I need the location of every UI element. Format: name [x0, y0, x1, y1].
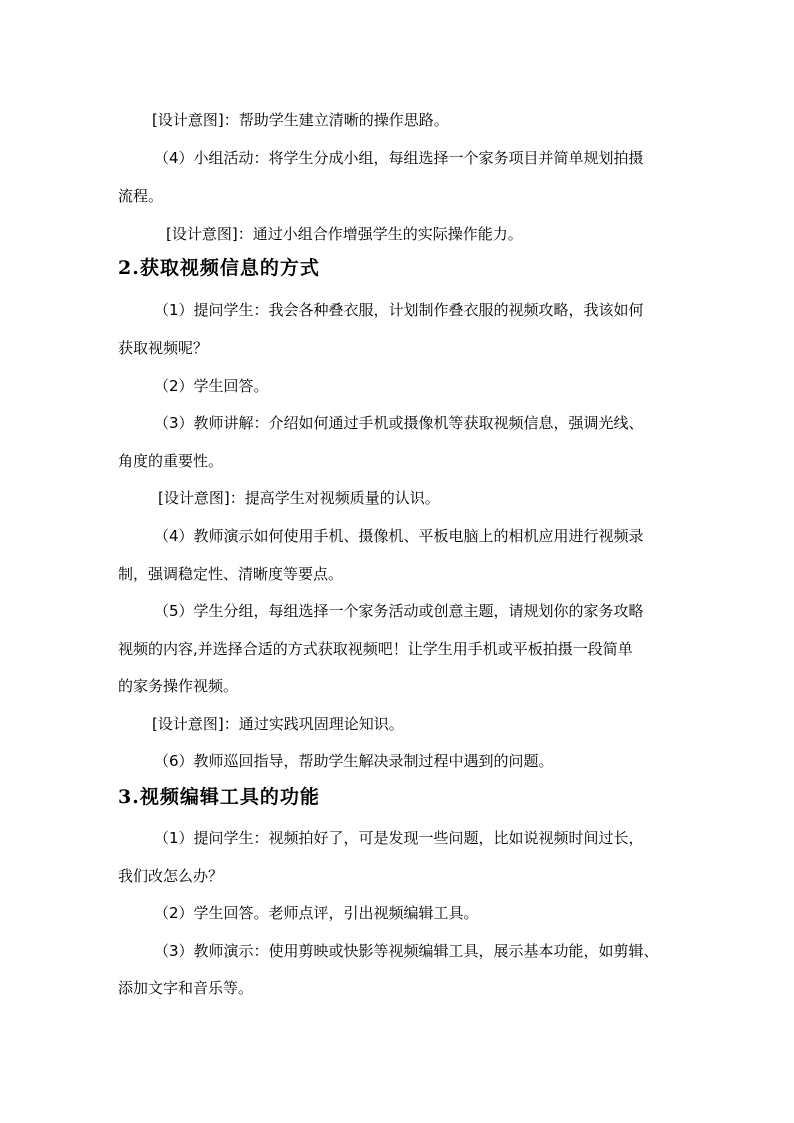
paragraph-line: 制，强调稳定性、清晰度等要点。 [118, 565, 344, 583]
paragraph-line: （5）学生分组，每组选择一个家务活动或创意主题，请规划你的家务攻略 [154, 602, 644, 620]
paragraph-line: 流程。 [118, 187, 164, 205]
paragraph-line: （1）提问学生：视频拍好了，可是发现一些问题，比如说视频时间过长， [154, 829, 644, 847]
paragraph-line: 的家务操作视频。 [118, 677, 239, 695]
paragraph-line: 视频的内容,并选择合适的方式获取视频吧！让学生用手机或平板拍摄一段简单 [118, 640, 633, 658]
paragraph-line: （2）学生回答。老师点评，引出视频编辑工具。 [154, 904, 479, 922]
paragraph-line: （6）教师巡回指导，帮助学生解决录制过程中遇到的问题。 [154, 752, 554, 770]
paragraph-line: 添加文字和音乐等。 [118, 979, 254, 997]
design-intent-line: [设计意图]：通过小组合作增强学生的实际操作能力。 [166, 225, 523, 243]
paragraph-line: （4）教师演示如何使用手机、摄像机、平板电脑上的相机应用进行视频录 [154, 527, 644, 545]
paragraph-line: （2）学生回答。 [154, 377, 269, 395]
section-heading: 2.获取视频信息的方式 [118, 257, 320, 279]
paragraph-line: 我们改怎么办？ [118, 867, 224, 885]
section-heading: 3.视频编辑工具的功能 [118, 786, 320, 808]
paragraph-line: 角度的重要性。 [118, 452, 224, 470]
paragraph-line: （4）小组活动：将学生分成小组，每组选择一个家务项目并简单规划拍摄 [154, 149, 644, 167]
paragraph-line: 获取视频呢？ [118, 339, 209, 357]
paragraph-line: （3）教师讲解：介绍如何通过手机或摄像机等获取视频信息，强调光线、 [154, 414, 644, 432]
design-intent-line: [设计意图]：通过实践巩固理论知识。 [152, 715, 404, 733]
paragraph-line: （1）提问学生：我会各种叠衣服，计划制作叠衣服的视频攻略，我该如何 [154, 301, 644, 319]
paragraph-line: （3）教师演示：使用剪映或快影等视频编辑工具，展示基本功能，如剪辑、 [154, 942, 659, 960]
design-intent-line: [设计意图]：提高学生对视频质量的认识。 [158, 489, 440, 507]
design-intent-line: [设计意图]：帮助学生建立清晰的操作思路。 [152, 111, 449, 129]
